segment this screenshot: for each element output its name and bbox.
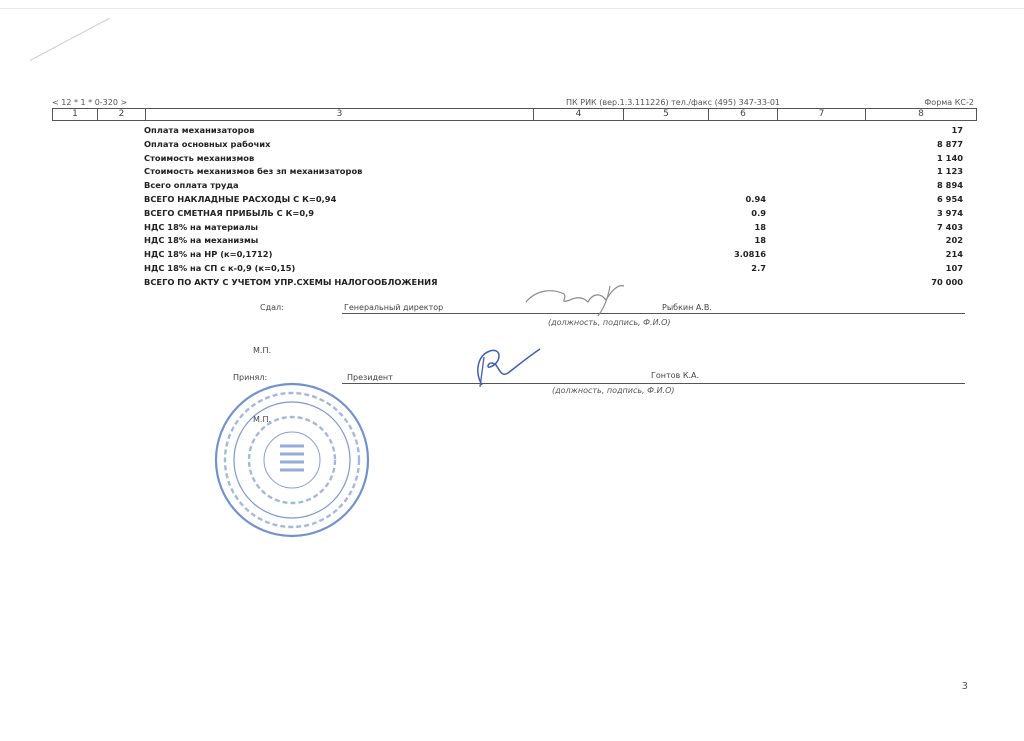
row-amount: 7 403 — [937, 221, 963, 232]
row-amount: 70 000 — [931, 276, 963, 287]
row-amount: 6 954 — [937, 194, 963, 204]
stamp-place-label: М.П. — [253, 346, 272, 355]
row-label: ВСЕГО СМЕТНАЯ ПРИБЫЛЬ С К=0,9 — [144, 207, 315, 218]
signature-hint: (должность, подпись, Ф.И.О) — [548, 318, 671, 327]
row-coefficient: 3.0816 — [733, 249, 766, 260]
row-amount: 202 — [945, 235, 963, 246]
row-amount: 107 — [945, 263, 963, 273]
total-row — [0, 249, 1024, 262]
accepted-label: Принял: — [233, 373, 268, 382]
accepted-name: Гонтов К.А. — [651, 371, 700, 380]
row-label: Всего оплата труда — [144, 180, 239, 191]
row-amount: 1 123 — [937, 166, 963, 177]
row-coefficient: 18 — [754, 235, 766, 246]
row-coefficient: 2.7 — [751, 263, 766, 273]
total-row — [0, 194, 1024, 207]
scan-edge — [0, 8, 1024, 9]
signature-line — [342, 383, 965, 384]
column-number: 6 — [709, 109, 778, 120]
row-coefficient: 0.94 — [745, 194, 766, 204]
form-name: Форма КС-2 — [924, 98, 974, 107]
row-label: НДС 18% на материалы — [144, 221, 259, 232]
row-label: ВСЕГО ПО АКТУ С УЧЕТОМ УПР.СХЕМЫ НАЛОГООБЛОЖЕНИЯ — [144, 276, 438, 287]
column-number: 4 — [534, 109, 624, 120]
page-number: 3 — [961, 681, 968, 692]
director-signature — [518, 280, 628, 320]
software-info: ПК РИК (вер.1.3.111226) тел./факс (495) 347-33-01 — [566, 98, 781, 107]
column-number: 8 — [918, 109, 924, 119]
row-label: ВСЕГО НАКЛАДНЫЕ РАСХОДЫ С К=0,94 — [144, 194, 337, 204]
row-label: Стоимость механизмов без зп механизаторов — [144, 166, 363, 177]
signature-stroke — [598, 286, 610, 316]
row-label: Стоимость механизмов — [144, 152, 255, 163]
total-row — [0, 208, 1024, 221]
signature-stroke — [480, 357, 484, 387]
total-row — [0, 166, 1024, 179]
seal-ring — [216, 384, 368, 536]
handed-name: Рыбкин А.В. — [662, 303, 712, 312]
signature-hint: (должность, подпись, Ф.И.О) — [552, 386, 675, 395]
column-number: 2 — [98, 109, 146, 120]
seal-text-ring — [225, 393, 359, 527]
row-label: НДС 18% на НР (к=0,1712) — [144, 249, 273, 260]
seal-lettering — [225, 393, 359, 527]
accepted-position: Президент — [347, 373, 393, 382]
total-row — [0, 222, 1024, 235]
row-label: НДС 18% на механизмы — [144, 235, 259, 246]
seal-ring — [264, 432, 320, 488]
row-amount: 8 894 — [937, 180, 963, 191]
row-amount: 1 140 — [937, 152, 963, 163]
signature-line — [342, 313, 965, 314]
total-row — [0, 125, 1024, 138]
document-code: < 12 * 1 * 0-320 > — [52, 98, 128, 107]
president-signature — [468, 345, 548, 390]
seal-center-strokes — [280, 446, 304, 470]
scan-mark — [30, 18, 110, 61]
column-number: 5 — [624, 109, 709, 120]
total-row — [0, 263, 1024, 276]
handed-position: Генеральный директор — [344, 303, 444, 312]
total-row — [0, 277, 1024, 290]
signature-stroke — [478, 349, 540, 385]
total-row — [0, 235, 1024, 248]
organization-seal — [212, 380, 372, 540]
row-amount: 3 974 — [937, 207, 963, 218]
column-number: 1 — [53, 109, 98, 120]
seal-text-ring — [249, 417, 335, 503]
row-amount: 17 — [951, 125, 963, 135]
seal-ring — [234, 402, 350, 518]
column-number: 3 — [146, 109, 534, 120]
row-label: Оплата механизаторов — [144, 125, 255, 135]
total-row — [0, 139, 1024, 152]
row-amount: 214 — [945, 249, 963, 260]
stamp-place-label: М.П. — [253, 415, 272, 424]
row-label: НДС 18% на СП с к-0,9 (к=0,15) — [144, 263, 296, 273]
row-label: Оплата основных рабочих — [144, 138, 271, 149]
row-coefficient: 18 — [754, 221, 766, 232]
total-row — [0, 180, 1024, 193]
column-number-row — [52, 108, 977, 121]
column-number: 7 — [778, 109, 866, 120]
total-row — [0, 153, 1024, 166]
handed-label: Сдал: — [260, 303, 284, 312]
row-coefficient: 0.9 — [751, 207, 766, 218]
seal-center-mark — [280, 446, 304, 470]
row-amount: 8 877 — [937, 138, 963, 149]
